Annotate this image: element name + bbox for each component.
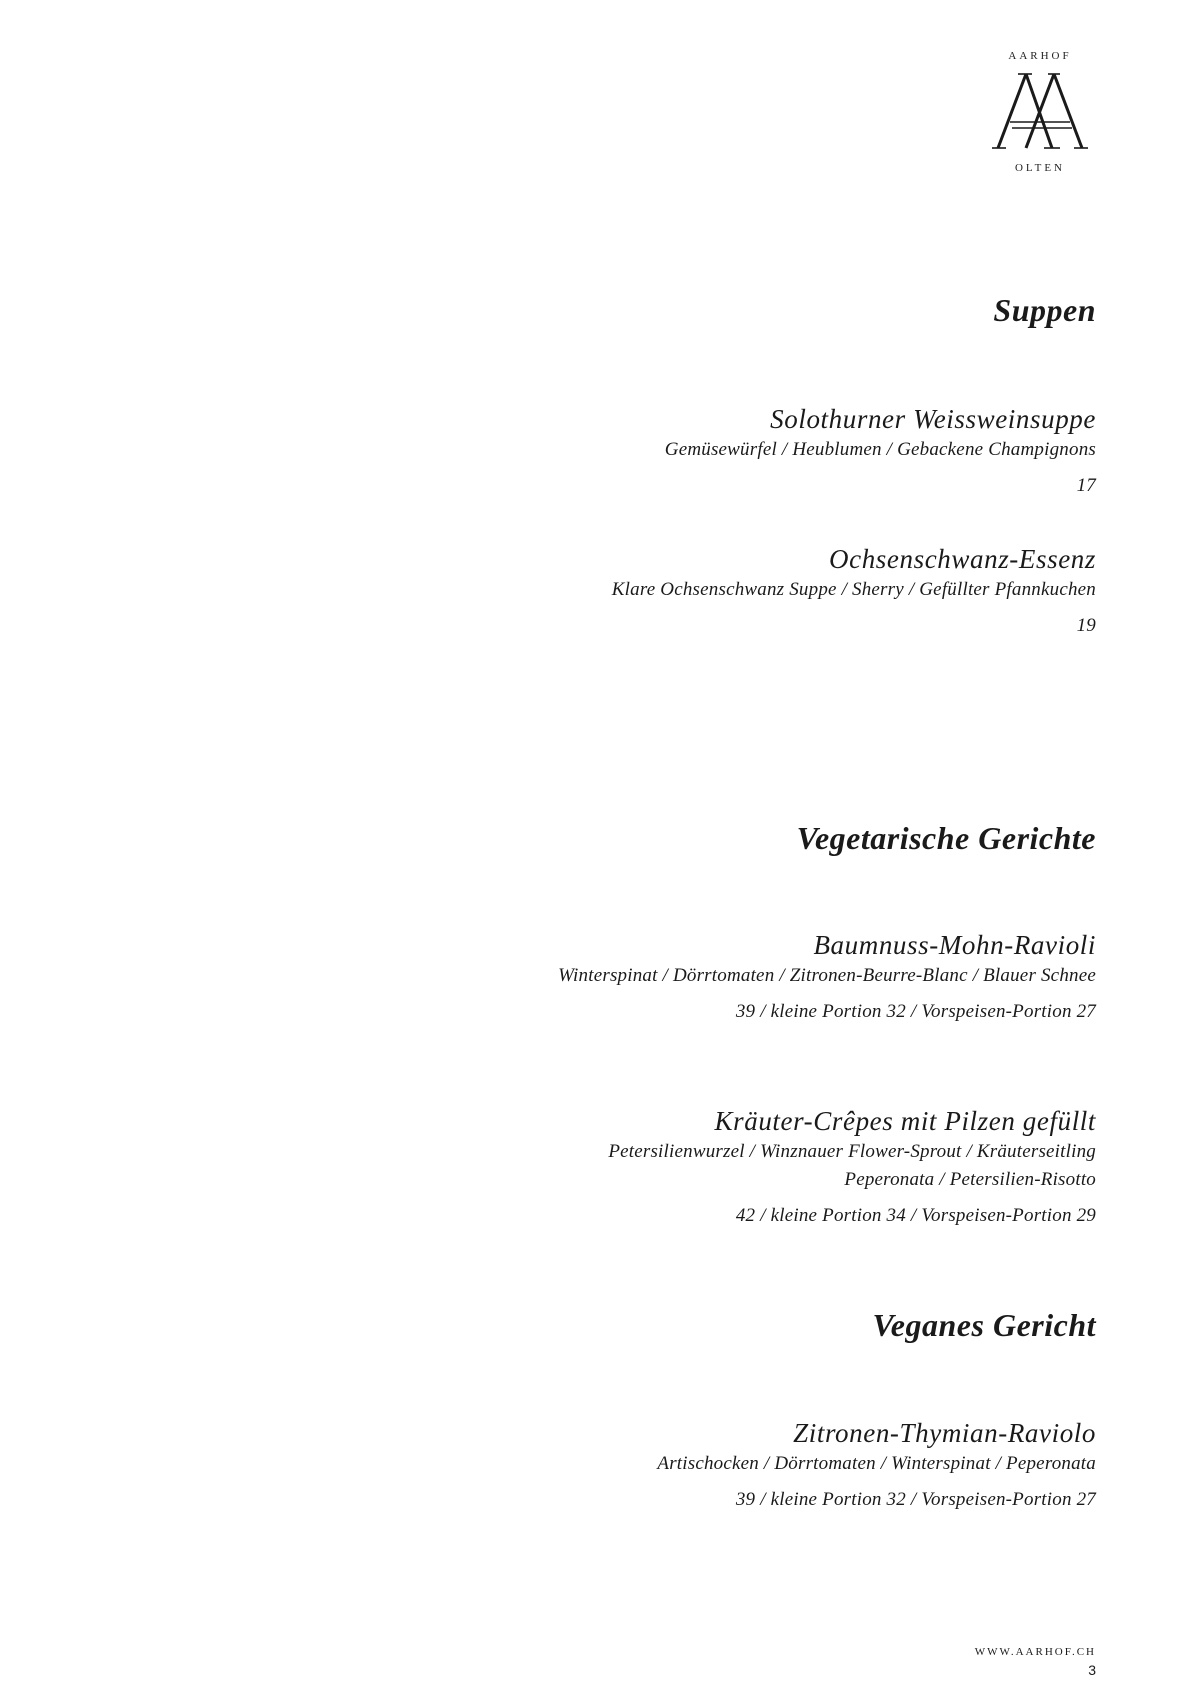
logo-top-text: AARHOF — [1008, 50, 1072, 62]
dish-description: Gemüsewürfel / Heublumen / Gebackene Champignons — [664, 439, 1096, 460]
dish-name: Baumnuss-Mohn-Ravioli — [813, 930, 1096, 960]
dish-description: Winterspinat / Dörrtomaten / Zitronen-Beurre-Blanc / Blauer Schnee — [558, 965, 1096, 986]
dish-price: 17 — [1076, 475, 1096, 496]
dish-price: 19 — [1076, 615, 1096, 636]
dish-name: Kräuter-Crêpes mit Pilzen gefüllt — [714, 1106, 1096, 1136]
dish-description: Klare Ochsenschwanz Suppe / Sherry / Gefüllter Pfannkuchen — [611, 579, 1096, 600]
dish-description: Artischocken / Dörrtomaten / Winterspinat / Peperonata — [657, 1453, 1096, 1474]
dish-name: Solothurner Weissweinsuppe — [770, 404, 1096, 434]
dish-price: 39 / kleine Portion 32 / Vorspeisen-Portion 27 — [735, 1489, 1096, 1510]
website-url: WWW.AARHOF.CH — [974, 1646, 1096, 1658]
section-title-suppen: Suppen — [993, 292, 1096, 328]
dish-item — [612, 542, 1096, 640]
dish-description: Petersilienwurzel / Winznauer Flower-Sprout / Kräuterseitling — [608, 1141, 1096, 1162]
dish-price: 42 / kleine Portion 34 / Vorspeisen-Portion 29 — [735, 1205, 1096, 1226]
dish-description: Peperonata / Petersilien-Risotto — [844, 1169, 1096, 1190]
logo-bottom-text: OLTEN — [1014, 162, 1066, 174]
dish-item — [657, 1416, 1096, 1514]
brand-logo — [985, 50, 1095, 174]
section-title-vegetarische-gerichte: Vegetarische Gerichte — [796, 820, 1096, 856]
dish-name: Ochsenschwanz-Essenz — [829, 544, 1096, 574]
dish-item — [558, 928, 1096, 1026]
aa-monogram-icon — [990, 70, 1090, 150]
dish-price: 39 / kleine Portion 32 / Vorspeisen-Portion 27 — [735, 1001, 1096, 1022]
dish-name: Zitronen-Thymian-Raviolo — [793, 1418, 1096, 1448]
page-number: 3 — [1088, 1662, 1096, 1678]
section-title-veganes-gericht: Veganes Gericht — [872, 1307, 1096, 1343]
dish-item — [608, 1104, 1096, 1230]
dish-item — [665, 402, 1096, 500]
